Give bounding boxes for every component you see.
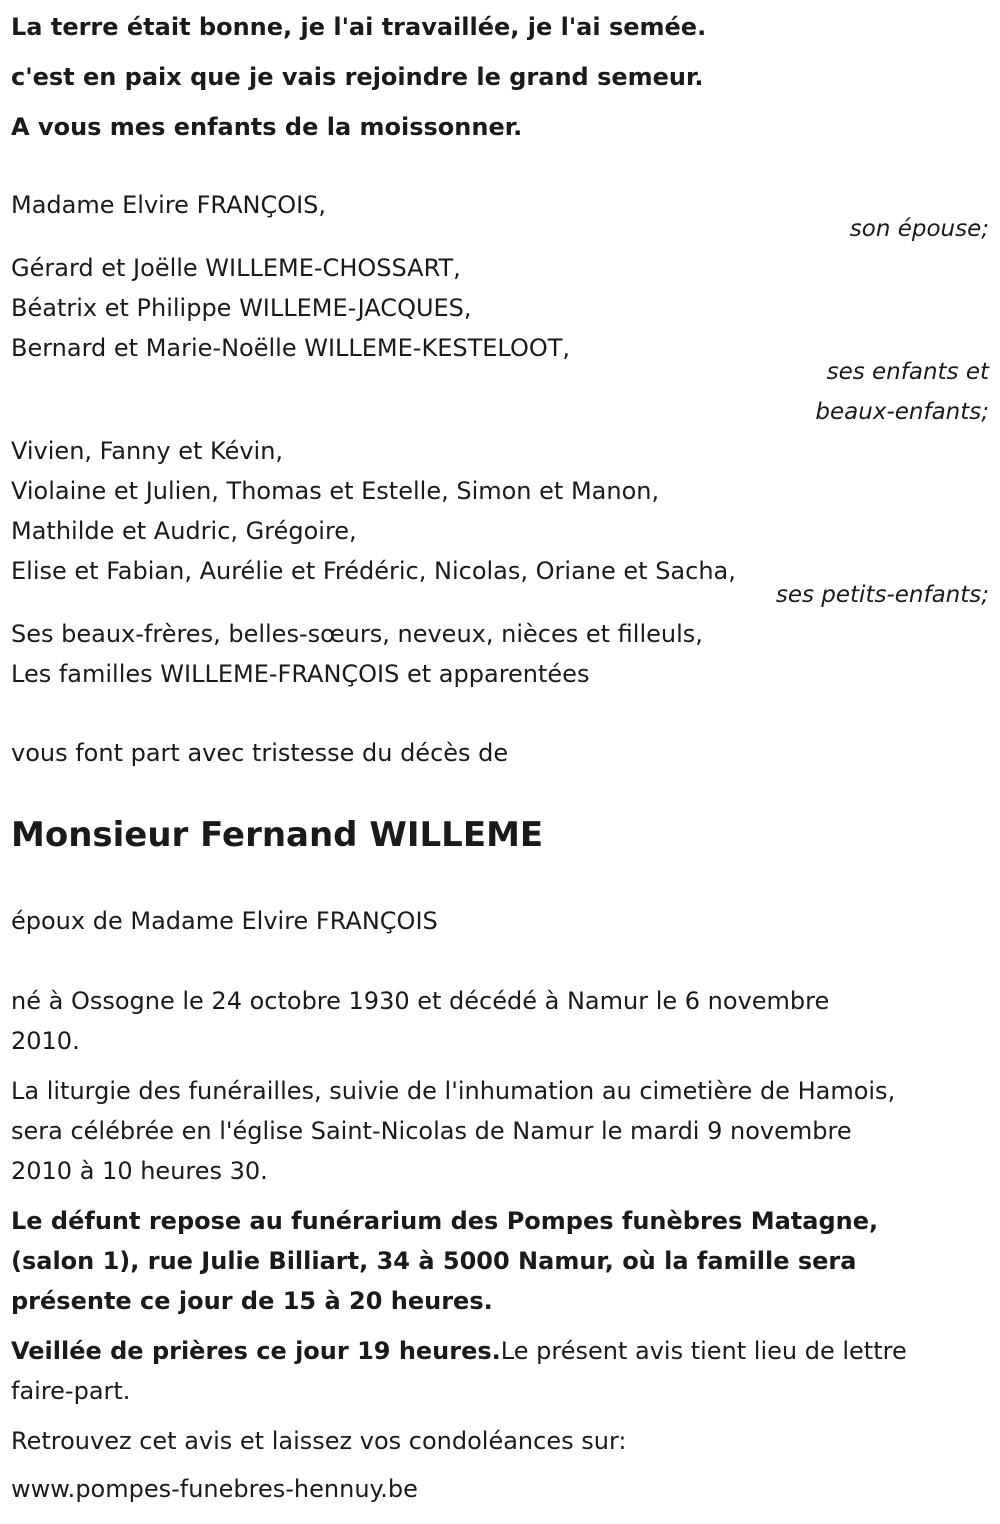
extended-family-line-1: Ses beaux-frères, belles-sœurs, neveux, nièces et filleuls, — [11, 620, 703, 648]
spouse-role: son épouse; — [849, 216, 989, 242]
vigil-line-2: faire-part. — [11, 1377, 131, 1405]
poem-line-2: c'est en paix que je vais rejoindre le grand semeur. — [11, 63, 704, 91]
birth-death-line-1: né à Ossogne le 24 octobre 1930 et décédé à Namur le 6 novembre — [11, 987, 830, 1015]
children-role-line-1: ses enfants et — [826, 359, 989, 385]
poem-line-3: A vous mes enfants de la moissonner. — [11, 113, 523, 141]
spouse-name: Madame Elvire FRANÇOIS, — [11, 191, 327, 219]
announcement: vous font part avec tristesse du décès de — [11, 739, 509, 767]
funeral-line-3: 2010 à 10 heures 30. — [11, 1157, 268, 1185]
spouse-of: époux de Madame Elvire FRANÇOIS — [11, 907, 438, 935]
vigil-line-1 — [11, 1336, 907, 1366]
birth-death-line-2: 2010. — [11, 1027, 80, 1055]
grandchildren-line-4: Elise et Fabian, Aurélie et Frédéric, Nicolas, Oriane et Sacha, — [11, 557, 736, 585]
children-role-line-2: beaux-enfants; — [815, 399, 989, 425]
child-2: Béatrix et Philippe WILLEME-JACQUES, — [11, 294, 472, 322]
child-3: Bernard et Marie-Noëlle WILLEME-KESTELOOT, — [11, 334, 571, 362]
grandchildren-line-3: Mathilde et Audric, Grégoire, — [11, 517, 357, 545]
poem-line-1: La terre était bonne, je l'ai travaillée, je l'ai semée. — [11, 13, 707, 41]
deceased-name: Monsieur Fernand WILLEME — [11, 815, 544, 855]
extended-family-line-2: Les familles WILLEME-FRANÇOIS et apparentées — [11, 660, 590, 688]
condolences-url[interactable]: www.pompes-funebres-hennuy.be — [11, 1475, 418, 1503]
grandchildren-line-2: Violaine et Julien, Thomas et Estelle, Simon et Manon, — [11, 477, 660, 505]
condolences-label: Retrouvez cet avis et laissez vos condoléances sur: — [11, 1427, 627, 1455]
funeral-line-2: sera célébrée en l'église Saint-Nicolas de Namur le mardi 9 novembre — [11, 1117, 852, 1145]
vigil-bold: Veillée de prières ce jour 19 heures. — [11, 1337, 501, 1365]
vigil-rest: Le présent avis tient lieu de lettre — [500, 1337, 907, 1365]
rest-line-2: (salon 1), rue Julie Billiart, 34 à 5000 Namur, où la famille sera — [11, 1247, 857, 1275]
rest-line-3: présente ce jour de 15 à 20 heures. — [11, 1287, 493, 1315]
funeral-line-1: La liturgie des funérailles, suivie de l'inhumation au cimetière de Hamois, — [11, 1077, 896, 1105]
grandchildren-line-1: Vivien, Fanny et Kévin, — [11, 437, 284, 465]
grandchildren-role: ses petits-enfants; — [775, 582, 989, 608]
rest-line-1: Le défunt repose au funérarium des Pompes funèbres Matagne, — [11, 1207, 879, 1235]
child-1: Gérard et Joëlle WILLEME-CHOSSART, — [11, 254, 461, 282]
